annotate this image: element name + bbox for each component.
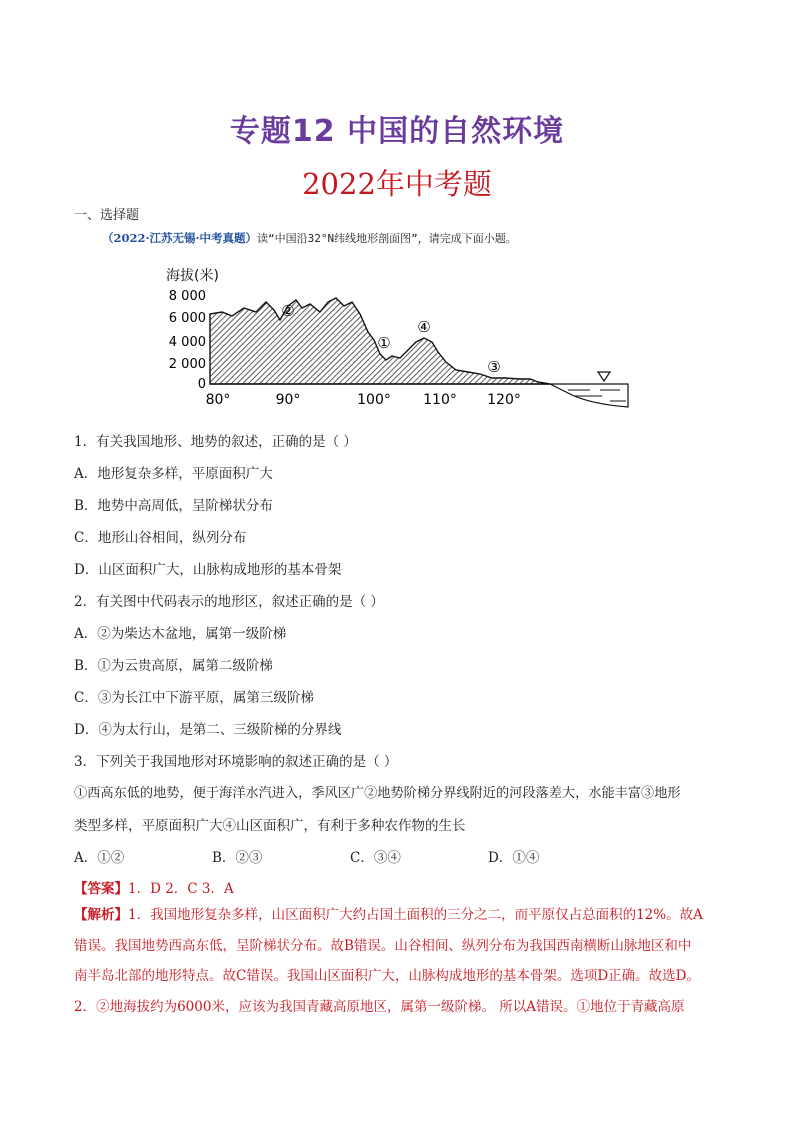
y-tick-6000: 6 000 [168, 311, 206, 326]
question-2-option-a[interactable]: A．②为柴达木盆地，属第一级阶梯 [74, 626, 287, 642]
marker-3: ③ [487, 358, 501, 376]
marker-4: ④ [417, 318, 431, 336]
x-tick-120: 120° [487, 392, 521, 408]
section-heading: 一、选择题 [74, 208, 140, 223]
marker-2: ② [281, 302, 295, 320]
question-3-statement-line-2: 类型多样，平原面积广大④山区面积广，有利于多种农作物的生长 [74, 818, 466, 834]
terrain-profile-figure [160, 262, 640, 422]
x-tick-100: 100° [357, 392, 391, 408]
question-3-stem: 3．下列关于我国地形对环境影响的叙述正确的是（ ） [74, 754, 398, 770]
question-source: （2022·江苏无锡·中考真题） [102, 231, 258, 245]
marker-1: ① [377, 334, 391, 352]
answer-label: 【答案】 [74, 881, 128, 897]
analysis-line-3: 南半岛北部的地形特点。故C错误。我国山区面积广大，山脉构成地形的基本骨架。选项D正确。故选D。 [74, 968, 700, 984]
x-tick-90: 90° [275, 392, 301, 408]
page-title: 专题12 中国的自然环境 [229, 114, 565, 149]
question-2-option-b[interactable]: B．①为云贵高原，属第二级阶梯 [74, 658, 273, 674]
question-1-option-b[interactable]: B．地势中高周低，呈阶梯状分布 [74, 498, 273, 514]
question-2-option-d[interactable]: D．④为太行山，是第二、三级阶梯的分界线 [74, 722, 342, 738]
page-subtitle: 2022年中考题 [302, 167, 492, 201]
question-1-option-a[interactable]: A．地形复杂多样，平原面积广大 [74, 466, 273, 482]
question-3-option-a[interactable]: A．①② [74, 850, 125, 866]
question-3-statement-line-1: ①西高东低的地势，便于海洋水汽进入，季风区广②地势阶梯分界线附近的河段落差大，水能丰富③地形 [74, 786, 681, 801]
sea-level-marker-icon [598, 372, 610, 381]
question-3-option-b[interactable]: B．②③ [212, 850, 263, 866]
question-1-stem: 1．有关我国地形、地势的叙述，正确的是（ ） [74, 434, 357, 450]
x-tick-110: 110° [423, 392, 457, 408]
question-intro-text: 读“中国沿32°N纬线地形剖面图”，请完成下面小题。 [257, 232, 517, 245]
y-tick-4000: 4 000 [168, 335, 206, 350]
y-axis-label: 海拔(米) [166, 268, 219, 284]
question-2-option-c[interactable]: C．③为长江中下游平原，属第三级阶梯 [74, 690, 314, 706]
question-3-options [74, 846, 626, 866]
analysis-label: 【解析】 [74, 907, 128, 923]
answer-text: 1．D 2．C 3．A [128, 881, 234, 897]
question-3-option-c[interactable]: C．③④ [350, 850, 401, 866]
question-2-stem: 2．有关图中代码表示的地形区，叙述正确的是（ ） [74, 594, 384, 610]
analysis-line-2: 错误。我国地势西高东低，呈阶梯状分布。故B错误。山谷相间、纵列分布为我国西南横断山脉地区和中 [74, 937, 692, 954]
question-3-option-d[interactable]: D．①④ [488, 850, 540, 866]
analysis-text: 1．我国地形复杂多样，山区面积广大约占国土面积的三分之二，而平原仅占总面积的12%。故A [128, 907, 703, 923]
analysis-line-4: 2．②地海拔约为6000米，应该为我国青藏高原地区，属第一级阶梯。 所以A错误。①地位于青藏高原 [74, 998, 685, 1015]
analysis-line-1 [74, 900, 722, 931]
y-tick-0: 0 [197, 377, 206, 392]
analysis-block [74, 900, 722, 1022]
question-1-option-d[interactable]: D．山区面积广大，山脉构成地形的基本骨架 [74, 562, 342, 578]
y-tick-8000: 8 000 [168, 289, 206, 304]
answer-block [74, 877, 234, 897]
x-tick-80: 80° [205, 392, 231, 408]
question-1-option-c[interactable]: C．地形山谷相间，纵列分布 [74, 530, 247, 546]
question-intro [102, 230, 517, 246]
y-tick-2000: 2 000 [168, 357, 206, 372]
